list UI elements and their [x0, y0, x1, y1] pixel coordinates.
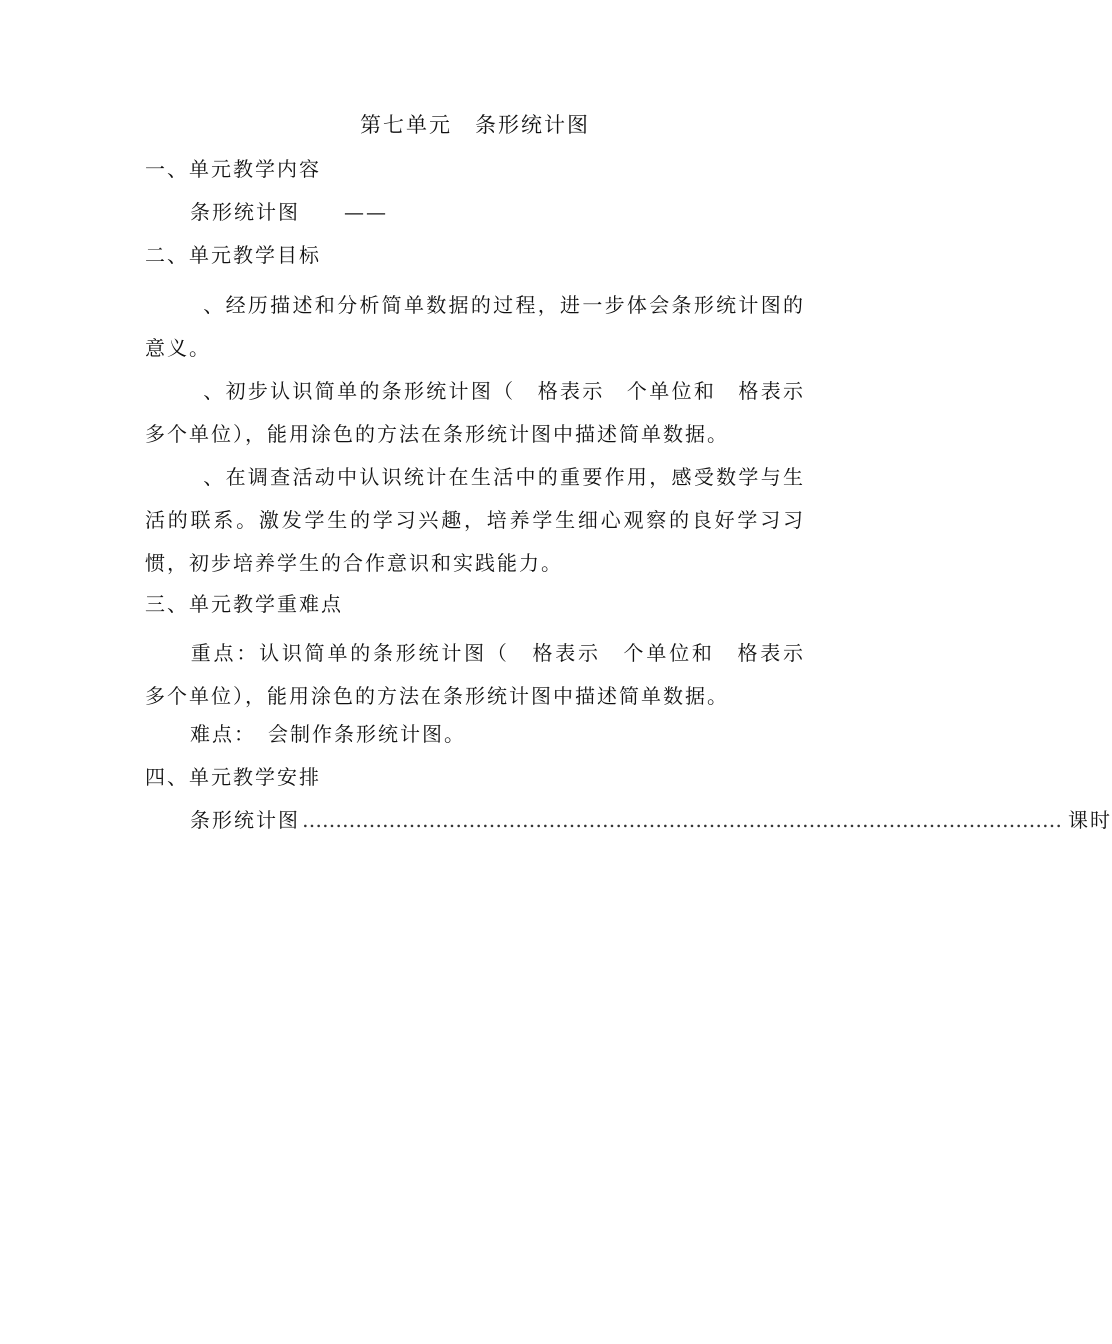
goal-3-paragraph	[145, 456, 805, 585]
section1-heading: 一、单元教学内容	[145, 157, 321, 181]
key-point-text: 重点：认识简单的条形统计图（ 格表示 个单位和 格表示多个单位），能用涂色的方法在条形统计图中描述简单数据。	[145, 641, 805, 708]
section2-heading: 二、单元教学目标	[145, 243, 321, 267]
difficulty-line: 难点： 会制作条形统计图。	[190, 722, 466, 746]
key-point-paragraph	[145, 632, 805, 718]
goal-1-paragraph	[145, 284, 805, 370]
section1-content: 条形统计图 ——	[190, 200, 388, 224]
schedule-item-unit: 课时	[1068, 808, 1112, 832]
document-title: 第七单元 条形统计图	[360, 113, 590, 137]
leader-dots: ……………………………………………………………………………………………………	[302, 808, 1062, 832]
goal-1-text: 、经历描述和分析简单数据的过程，进一步体会条形统计图的意义。	[145, 293, 805, 360]
goal-3-text: 、在调查活动中认识统计在生活中的重要作用，感受数学与生活的联系。激发学生的学习兴趣，培养学生细心观察的良好学习习惯，初步培养学生的合作意识和实践能力。	[145, 465, 805, 575]
schedule-item-label: 条形统计图	[190, 808, 300, 832]
section3-heading: 三、单元教学重难点	[145, 592, 343, 616]
section4-heading: 四、单元教学安排	[145, 765, 321, 789]
goal-2-paragraph	[145, 370, 805, 456]
goal-2-text: 、初步认识简单的条形统计图（ 格表示 个单位和 格表示多个单位），能用涂色的方法在条形统计图中描述简单数据。	[145, 379, 805, 446]
schedule-row	[190, 805, 1112, 835]
